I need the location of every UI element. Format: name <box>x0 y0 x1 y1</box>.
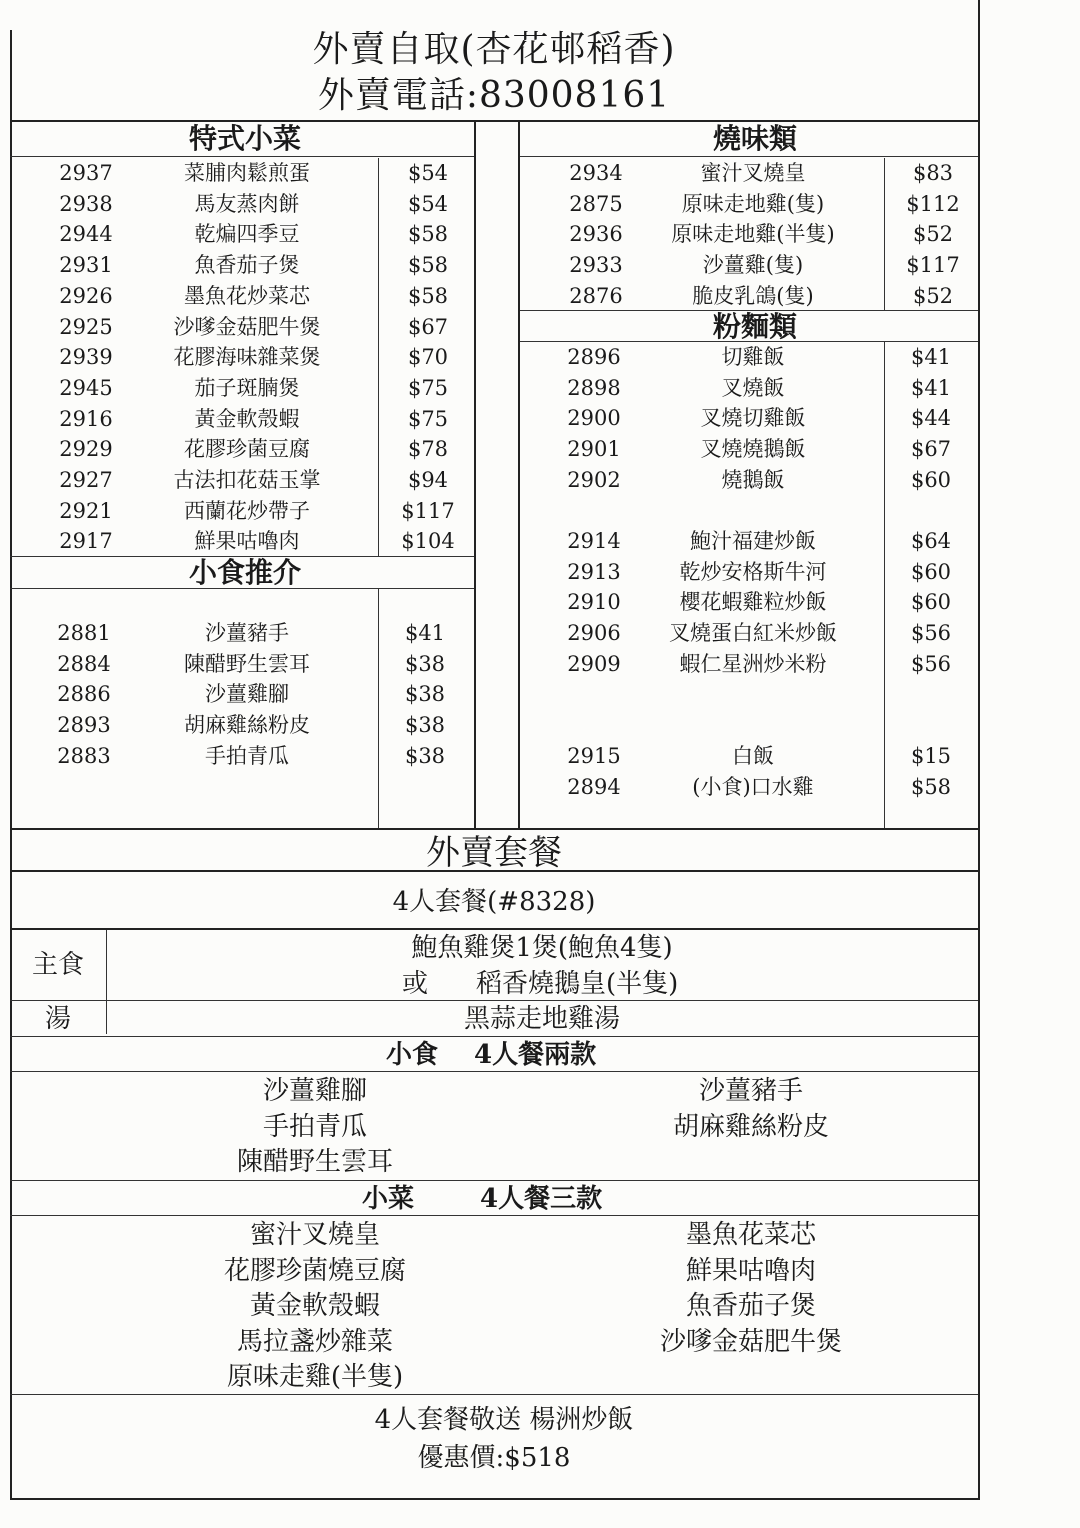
item-price: $52 <box>912 283 954 308</box>
item-name: 魚香茄子煲 <box>194 253 300 278</box>
item-code: 2910 <box>567 590 621 615</box>
item-code: 2902 <box>567 467 621 492</box>
special-dishes-title: 特式小菜 <box>188 122 301 155</box>
set-item: 原味走雞(半隻) <box>226 1362 404 1392</box>
set-item: 沙薑雞腳 <box>262 1076 367 1106</box>
item-price: $60 <box>910 590 952 615</box>
item-price: $67 <box>407 314 449 339</box>
set-item: 陳醋野生雲耳 <box>236 1147 393 1177</box>
set-item: 手拍青瓜 <box>262 1111 367 1142</box>
item-code: 2939 <box>59 345 113 370</box>
item-name: 切雞飯 <box>721 345 785 369</box>
item-name: 燒鵝飯 <box>721 467 785 492</box>
item-price: $38 <box>404 713 446 738</box>
item-price: $58 <box>407 283 449 308</box>
price-divider <box>884 158 885 310</box>
item-code: 2916 <box>59 406 113 431</box>
set-item: 花膠珍菌燒豆腐 <box>223 1255 406 1286</box>
item-name: 花膠珍菌豆腐 <box>184 437 310 462</box>
dish-header-a: 小菜 <box>362 1184 415 1214</box>
item-price: $41 <box>910 345 952 369</box>
item-name: 茄子斑腩煲 <box>194 375 300 400</box>
set-price: 優惠價:$518 <box>417 1443 571 1473</box>
item-code: 2896 <box>567 345 621 369</box>
item-name: 乾煸四季豆 <box>194 222 300 247</box>
set-meal-name: 4人套餐(#8328) <box>392 887 596 917</box>
item-name: 乾炒安格斯牛河 <box>679 559 827 584</box>
dish-header-b: 4人餐三款 <box>480 1184 603 1214</box>
bonus-line: 4人套餐敬送 楊洲炒飯 <box>374 1405 634 1435</box>
section-rule <box>520 156 978 157</box>
item-code: 2936 <box>569 222 623 247</box>
main-option-2: 稻香燒鵝皇(半隻) <box>476 969 679 999</box>
item-name: 櫻花蝦雞粒炒飯 <box>679 590 827 615</box>
item-name: 黃金軟殼蝦 <box>194 406 300 431</box>
main-or: 或 <box>402 969 429 999</box>
item-code: 2925 <box>59 314 113 339</box>
set-item: 黃金軟殼蝦 <box>249 1291 380 1321</box>
item-price: $56 <box>910 651 952 676</box>
item-name: 沙嗲金菇肥牛煲 <box>173 314 321 339</box>
item-price: $38 <box>404 651 446 676</box>
item-name: 原味走地雞(隻) <box>681 191 825 216</box>
item-code: 2901 <box>567 437 621 462</box>
price-divider <box>378 588 379 828</box>
item-name: 蜜汁叉燒皇 <box>700 161 806 185</box>
item-price: $58 <box>407 253 449 278</box>
set-item: 魚香茄子煲 <box>685 1291 816 1321</box>
item-code: 2931 <box>59 253 113 278</box>
item-price: $78 <box>407 437 449 462</box>
item-code: 2914 <box>567 529 621 553</box>
item-price: $83 <box>912 161 954 185</box>
item-name: 蝦仁星洲炒米粉 <box>679 651 827 676</box>
item-code: 2934 <box>569 161 623 185</box>
item-code: 2875 <box>569 191 623 216</box>
item-code: 2937 <box>59 161 113 185</box>
item-name: 叉燒切雞飯 <box>700 406 806 431</box>
item-name: 馬友蒸肉餅 <box>194 191 300 216</box>
page-title: 外賣自取(杏花邨稻香) <box>312 29 676 70</box>
roast-title: 燒味類 <box>712 122 797 155</box>
set-divider <box>10 828 978 830</box>
item-name: 西蘭花炒帶子 <box>184 498 310 523</box>
item-code: 2933 <box>569 253 623 278</box>
item-name: 叉燒燒鵝飯 <box>700 437 806 462</box>
set-item: 沙薑豬手 <box>698 1076 803 1106</box>
item-code: 2921 <box>59 498 113 523</box>
section-rule <box>10 156 474 157</box>
item-price: $38 <box>404 743 446 768</box>
frame-left <box>10 30 12 1500</box>
bottom-rule <box>10 1498 978 1500</box>
price-divider <box>884 342 885 828</box>
item-name: 叉燒蛋白紅米炒飯 <box>669 621 837 646</box>
soup-label: 湯 <box>44 1004 71 1034</box>
item-code: 2938 <box>59 191 113 216</box>
item-code: 2927 <box>59 468 113 492</box>
item-price: $117 <box>906 253 960 278</box>
item-name: 鮑汁福建炒飯 <box>690 529 816 553</box>
item-code: 2898 <box>567 375 621 400</box>
item-name: 白飯 <box>732 744 774 768</box>
column-divider <box>518 122 520 828</box>
item-name: 沙薑豬手 <box>205 621 289 645</box>
item-name: 胡麻雞絲粉皮 <box>184 713 310 738</box>
column-divider <box>474 122 476 828</box>
item-price: $70 <box>407 345 449 370</box>
item-code: 2929 <box>59 437 113 462</box>
item-price: $60 <box>910 467 952 492</box>
item-name: 古法扣花菇玉掌 <box>173 468 321 492</box>
main-option-1: 鮑魚雞煲1煲(鮑魚4隻) <box>411 933 673 963</box>
item-code: 2893 <box>57 713 111 738</box>
item-price: $56 <box>910 621 952 646</box>
set-rule <box>10 1215 978 1216</box>
item-price: $38 <box>404 682 446 707</box>
item-price: $52 <box>912 222 954 247</box>
set-item: 馬拉盞炒雜菜 <box>236 1326 393 1357</box>
snack-header-b: 4人餐兩款 <box>474 1040 597 1070</box>
section-rule <box>10 588 474 589</box>
item-price: $41 <box>910 375 952 400</box>
snack-header-a: 小食 <box>386 1040 439 1070</box>
item-price: $75 <box>407 406 449 431</box>
item-name: 脆皮乳鴿(隻) <box>692 283 814 308</box>
item-price: $54 <box>407 161 449 185</box>
item-name: 陳醋野生雲耳 <box>184 651 310 676</box>
set-item: 胡麻雞絲粉皮 <box>672 1111 829 1142</box>
item-code: 2876 <box>569 283 623 308</box>
rice-noodles-title: 粉麵類 <box>712 310 797 343</box>
item-code: 2915 <box>567 744 621 768</box>
item-price: $104 <box>401 529 455 554</box>
item-name: 鮮果咕嚕肉 <box>194 529 300 554</box>
header-divider <box>10 120 978 122</box>
item-price: $94 <box>407 468 449 492</box>
item-code: 2900 <box>567 406 621 431</box>
item-name: 原味走地雞(半隻) <box>671 222 835 247</box>
main-label: 主食 <box>31 950 84 980</box>
item-name: 手拍青瓜 <box>205 743 289 768</box>
set-item: 蜜汁叉燒皇 <box>249 1220 380 1250</box>
item-code: 2917 <box>59 529 113 554</box>
item-code: 2909 <box>567 651 621 676</box>
soup: 黑蒜走地雞湯 <box>463 1004 620 1034</box>
item-price: $64 <box>910 529 952 553</box>
item-code: 2886 <box>57 682 111 707</box>
item-code: 2944 <box>59 222 113 247</box>
item-code: 2894 <box>567 774 621 799</box>
item-code: 2913 <box>567 559 621 584</box>
item-code: 2884 <box>57 651 111 676</box>
item-price: $75 <box>407 375 449 400</box>
set-item: 沙嗲金菇肥牛煲 <box>659 1326 842 1357</box>
item-code: 2881 <box>57 621 111 645</box>
item-code: 2945 <box>59 375 113 400</box>
item-price: $58 <box>407 222 449 247</box>
set-item: 鮮果咕嚕肉 <box>685 1255 816 1286</box>
item-price: $15 <box>910 744 952 768</box>
set-rule <box>10 870 978 872</box>
item-name: 菜脯肉鬆煎蛋 <box>184 161 310 185</box>
set-rule <box>10 1071 978 1072</box>
item-code: 2906 <box>567 621 621 646</box>
set-item: 墨魚花菜芯 <box>685 1220 816 1250</box>
item-name: 墨魚花炒菜芯 <box>184 283 310 308</box>
item-code: 2926 <box>59 283 113 308</box>
item-code: 2883 <box>57 743 111 768</box>
price-divider <box>378 158 379 556</box>
item-price: $58 <box>910 774 952 799</box>
snacks-title: 小食推介 <box>188 556 301 589</box>
item-price: $67 <box>910 437 952 462</box>
item-name: 沙薑雞腳 <box>205 682 289 707</box>
item-price: $117 <box>401 498 455 523</box>
item-price: $54 <box>407 191 449 216</box>
item-price: $60 <box>910 559 952 584</box>
item-price: $112 <box>906 191 960 216</box>
frame-right <box>978 0 980 1500</box>
item-price: $41 <box>404 621 446 645</box>
set-rule <box>10 1394 978 1395</box>
item-name: 沙薑雞(隻) <box>702 253 804 278</box>
item-name: 花膠海味雜菜煲 <box>173 345 321 370</box>
phone-number: 外賣電話:83008161 <box>317 75 671 116</box>
item-name: (小食)口水雞 <box>692 774 814 799</box>
item-price: $44 <box>910 406 952 431</box>
item-name: 叉燒飯 <box>721 375 785 400</box>
set-meal-title: 外賣套餐 <box>426 833 562 873</box>
